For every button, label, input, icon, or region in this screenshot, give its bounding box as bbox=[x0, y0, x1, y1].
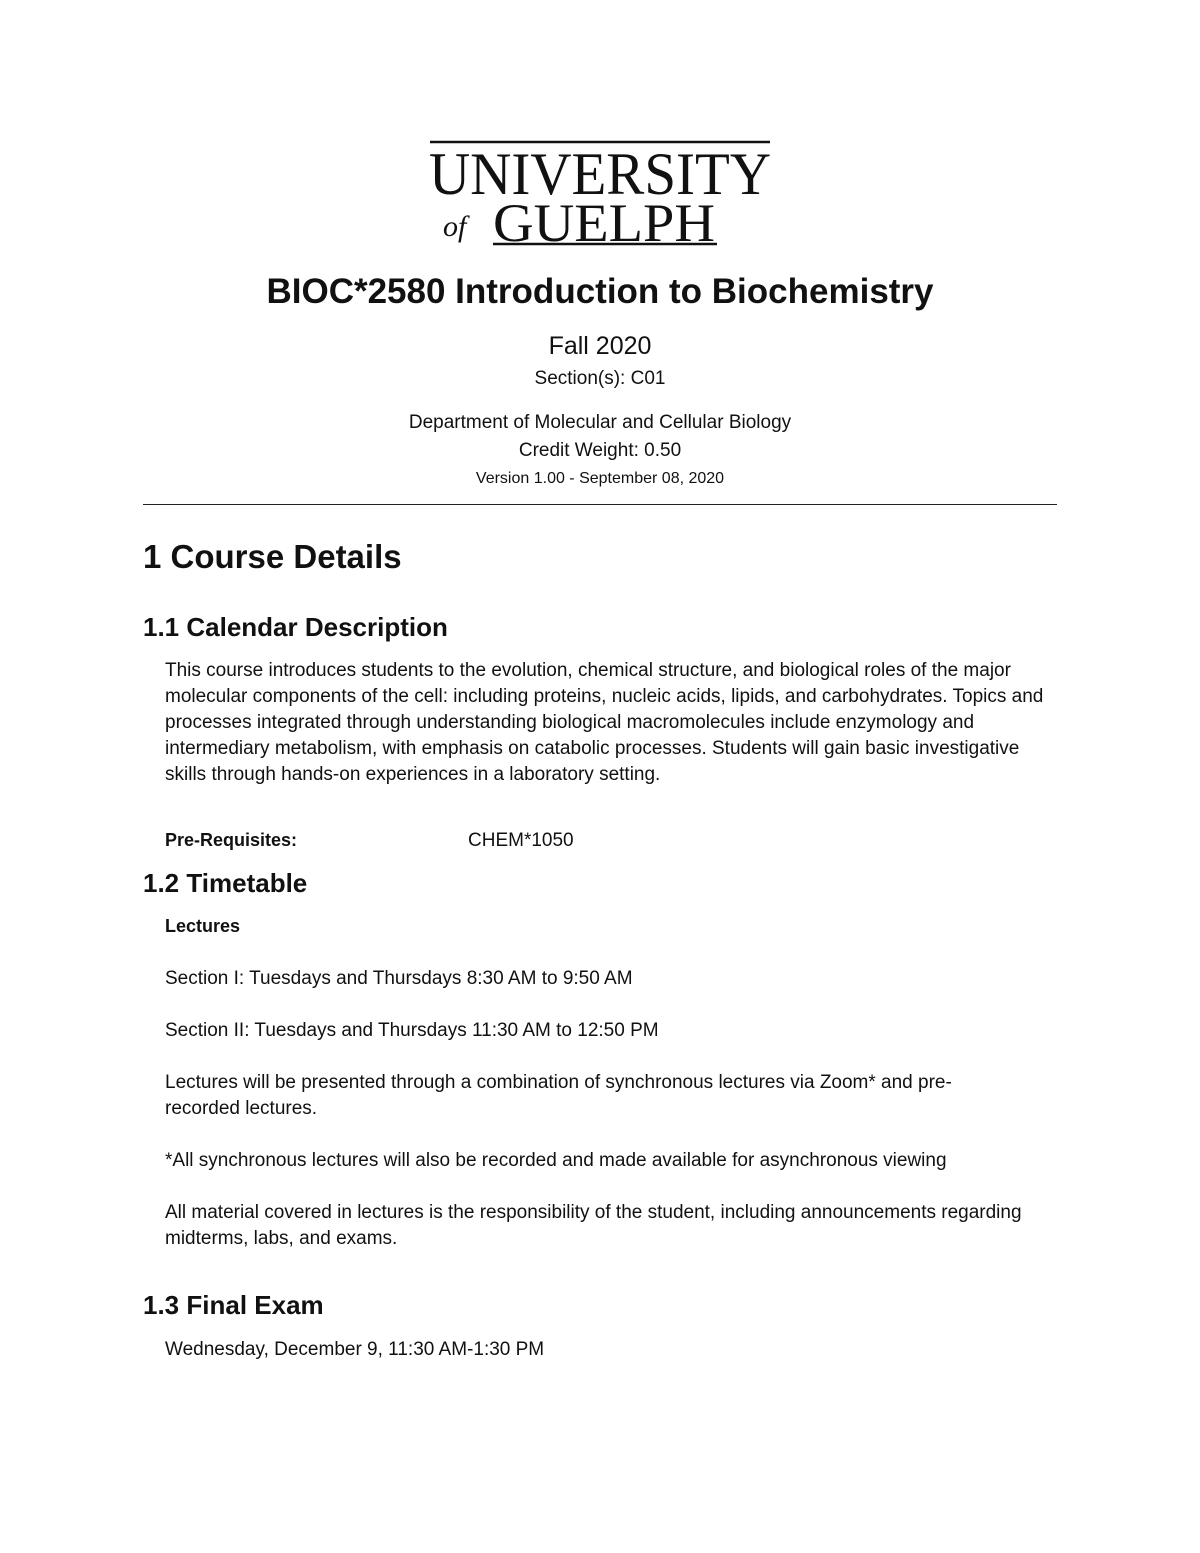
logo-line1: UNIVERSITY bbox=[429, 141, 771, 207]
department: Department of Molecular and Cellular Biology bbox=[408, 412, 792, 433]
section-heading-course-details: 1 Course Details bbox=[143, 538, 402, 575]
subsection-heading-calendar: 1.1 Calendar Description bbox=[143, 612, 448, 642]
course-sections: Section(s): C01 bbox=[534, 368, 666, 389]
university-logo-graphic bbox=[425, 138, 775, 248]
lecture-delivery: Lectures will be presented through a combination of synchronous lectures via Zoom* and pre-recorded lectures. bbox=[165, 1072, 952, 1119]
credit-weight: Credit Weight: 0.50 bbox=[518, 440, 682, 461]
logo-of: of bbox=[443, 210, 467, 243]
subsection-heading-final-exam: 1.3 Final Exam bbox=[143, 1290, 324, 1320]
logo-line2: GUELPH bbox=[493, 193, 715, 248]
version-info: Version 1.00 - September 08, 2020 bbox=[475, 470, 725, 487]
header-divider bbox=[143, 504, 1057, 505]
subsection-heading-timetable: 1.2 Timetable bbox=[143, 868, 308, 898]
course-title: BIOC*2580 Introduction to Biochemistry bbox=[266, 272, 934, 311]
prerequisites-label: Pre-Requisites: bbox=[165, 830, 298, 850]
lecture-recording-note: *All synchronous lectures will also be recorded and made available for asynchronous viewing bbox=[165, 1150, 947, 1171]
lecture-section-1: Section I: Tuesdays and Thursdays 8:30 AM to 9:50 AM bbox=[165, 968, 633, 989]
lectures-label: Lectures bbox=[165, 916, 241, 936]
course-term: Fall 2020 bbox=[548, 332, 652, 360]
university-logo bbox=[425, 138, 775, 248]
final-exam-date: Wednesday, December 9, 11:30 AM-1:30 PM bbox=[165, 1339, 545, 1360]
lecture-responsibility: All material covered in lectures is the responsibility of the student, including announcements regarding midterms, labs, and exams. bbox=[165, 1202, 1022, 1249]
prerequisites-value: CHEM*1050 bbox=[468, 830, 574, 851]
calendar-description: This course introduces students to the evolution, chemical structure, and biological roles of the major molecular components of the cell: including proteins, nucleic acids, lipids, and carbohydrates. Topics and processes integrated through understanding biological macromolecules include enzymology and intermediary metabolism, with emphasis on catabolic processes. Students will gain basic investigative skills through hands-on experiences in a laboratory setting. bbox=[165, 660, 1044, 785]
lecture-section-2: Section II: Tuesdays and Thursdays 11:30 AM to 12:50 PM bbox=[165, 1020, 659, 1041]
